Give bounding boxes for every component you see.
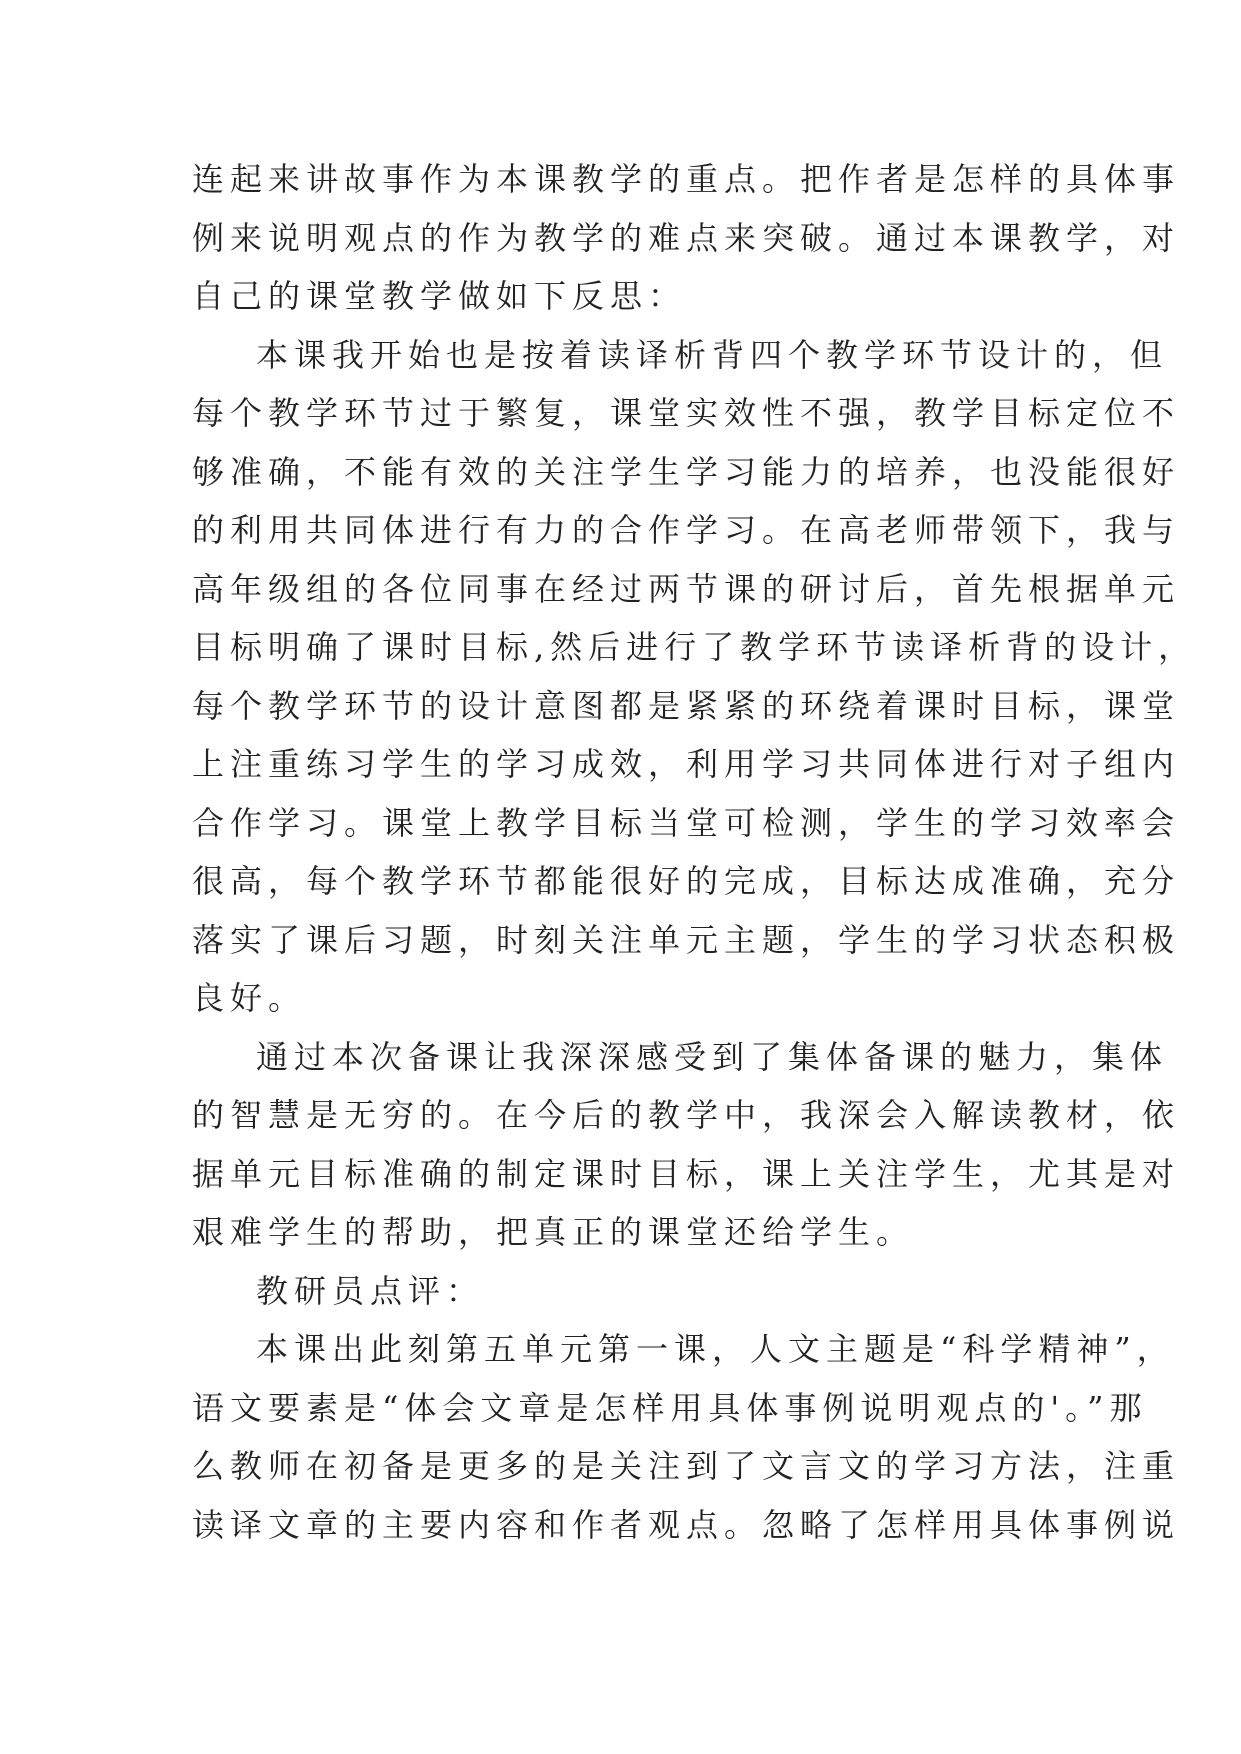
text-line: 每个教学环节的设计意图都是紧紧的环绕着课时目标，课堂 <box>192 686 1181 725</box>
body-text <box>192 150 1197 1554</box>
text-line: 的利用共同体进行有力的合作学习。在高老师带领下，我与 <box>192 511 1181 549</box>
text-line: 艰难学生的帮助，把真正的课堂还给学生。 <box>192 1213 915 1251</box>
text-line: 么教师在初备是更多的是关注到了文言文的学习方法，注重 <box>192 1447 1181 1485</box>
text-line: 很高，每个教学环节都能很好的完成，目标达成准确，充分 <box>192 862 1181 900</box>
text-line: 合作学习。课堂上教学目标当堂可检测，学生的学习效率会 <box>192 803 1181 842</box>
paragraph-start-line: 通过本次备课让我深深感受到了集体备课的魅力，集体 <box>256 1037 1169 1076</box>
text-line: 据单元目标准确的制定课时目标，课上关注学生，尤其是对 <box>192 1154 1181 1193</box>
text-line: 够准确，不能有效的关注学生学习能力的培养，也没能很好 <box>192 452 1181 491</box>
section-heading: 教研员点评： <box>256 1271 485 1310</box>
text-line: 连起来讲故事作为本课教学的重点。把作者是怎样的具体事 <box>192 160 1181 198</box>
paragraph-start-line: 本课出此刻第五单元第一课，人文主题是“科学精神”， <box>256 1330 1175 1368</box>
text-line: 例来说明观点的作为教学的难点来突破。通过本课教学，对 <box>192 218 1181 257</box>
text-line: 自己的课堂教学做如下反思： <box>192 277 687 315</box>
text-line: 读译文章的主要内容和作者观点。忽略了怎样用具体事例说 <box>192 1505 1181 1544</box>
text-line: 语文要素是“体会文章是怎样用具体事例说明观点的'。”那 <box>192 1388 1148 1427</box>
text-line: 目标明确了课时目标,然后进行了教学环节读译析背的设计， <box>192 628 1197 666</box>
text-line: 高年级组的各位同事在经过两节课的研讨后，首先根据单元 <box>192 569 1181 608</box>
text-line: 落实了课后习题，时刻关注单元主题，学生的学习状态积极 <box>192 920 1181 959</box>
paragraph-start-line: 本课我开始也是按着读译析背四个教学环节设计的，但 <box>256 335 1169 374</box>
text-line: 的智慧是无穷的。在今后的教学中，我深会入解读教材，依 <box>192 1096 1181 1134</box>
text-line: 每个教学环节过于繁复，课堂实效性不强，教学目标定位不 <box>192 394 1181 432</box>
text-line: 上注重练习学生的学习成效，利用学习共同体进行对子组内 <box>192 745 1181 783</box>
text-line: 良好。 <box>192 979 307 1017</box>
